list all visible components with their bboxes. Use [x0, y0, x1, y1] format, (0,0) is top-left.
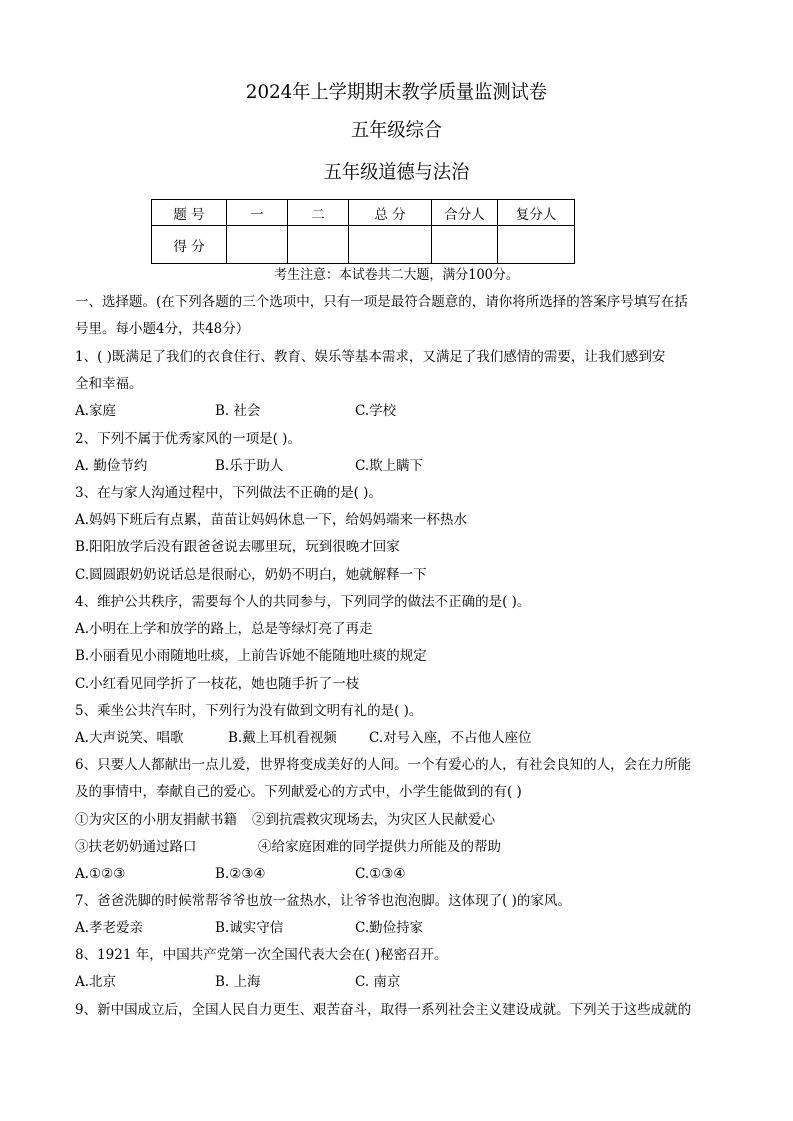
score-header-cell: 二	[288, 200, 349, 226]
item-3: ③扶老奶奶通过路口	[75, 839, 197, 855]
score-table-header-row	[152, 200, 575, 226]
question-1-text: 全和幸福。	[75, 376, 143, 392]
exam-title: 2024年上学期期末教学质量监测试卷	[245, 81, 548, 103]
option-a: A.家庭	[75, 403, 117, 419]
score-header-cell: 题 号	[152, 200, 227, 226]
exam-subtitle: 五年级综合	[350, 119, 443, 141]
item-2: ②到抗震救灾现场去，为灾区人民献爱心	[252, 812, 495, 828]
question-5-options	[75, 729, 715, 747]
score-cell[interactable]	[432, 226, 498, 264]
question-7-text: 7、爸爸洗脚的时候常帮爷爷也放一盆热水，让爷爷也泡泡脚。这体现了( )的家风。	[75, 893, 571, 909]
exam-notice: 考生注意：本试卷共二大题，满分100分。	[274, 267, 519, 283]
question-6-text: 及的事情中，奉献自己的爱心。下列献爱心的方式中，小学生能做到的有( )	[75, 784, 522, 800]
option-c: C.欺上瞒下	[355, 458, 424, 474]
question-8-options	[75, 973, 715, 991]
question-6-text: 6、只要人人都献出一点儿爱，世界将变成美好的人间。一个有爱心的人，有社会良知的人，会在力所能	[75, 757, 692, 773]
question-5-text: 5、乘坐公共汽车时，下列行为没有做到文明有礼的是( )。	[75, 703, 423, 719]
question-3-text: 3、在与家人沟通过程中，下列做法不正确的是( )。	[75, 485, 382, 501]
score-header-cell: 复分人	[498, 200, 575, 226]
option-a: A.大声说笑、唱歌	[75, 730, 184, 746]
score-cell[interactable]	[227, 226, 288, 264]
score-header-cell: 一	[227, 200, 288, 226]
option-a: A.①②③	[75, 866, 126, 882]
option-b: B.小丽看见小雨随地吐痰，上前告诉她不能随地吐痰的规定	[75, 648, 427, 664]
score-header-cell: 总 分	[349, 200, 432, 226]
option-b: B.诚实守信	[215, 920, 284, 936]
option-b: B.阳阳放学后没有跟爸爸说去哪里玩，玩到很晚才回家	[75, 539, 400, 555]
option-c: C.学校	[355, 403, 397, 419]
option-b: B.戴上耳机看视频	[228, 730, 337, 746]
question-6-items	[75, 811, 715, 829]
option-a: A.北京	[75, 974, 117, 990]
option-b: B.②③④	[215, 866, 266, 882]
score-cell[interactable]	[288, 226, 349, 264]
option-c: C. 南京	[355, 974, 401, 990]
question-1-text: 1、( )既满足了我们的衣食住行、教育、娱乐等基本需求，又满足了我们感情的需要，让我们感到安	[75, 349, 666, 365]
question-4-text: 4、维护公共秩序，需要每个人的共同参与，下列同学的做法不正确的是( )。	[75, 594, 531, 610]
item-1: ①为灾区的小朋友捐献书籍	[75, 812, 237, 828]
option-c: C.小红看见同学折了一枝花，她也随手折了一枝	[75, 676, 360, 692]
score-table-score-row	[152, 226, 575, 264]
score-cell[interactable]	[349, 226, 432, 264]
section-instruction: 号里。每小题4分，共48分）	[75, 321, 250, 337]
option-b: B.乐于助人	[215, 458, 284, 474]
option-c: C.对号入座，不占他人座位	[369, 730, 532, 746]
question-7-options	[75, 919, 715, 937]
score-row-label: 得 分	[152, 226, 227, 264]
question-2-text: 2、下列不属于优秀家风的一项是( )。	[75, 431, 301, 447]
section-instruction: 一、选择题。(在下列各题的三个选项中，只有一项是最符合题意的，请你将所选择的答案序号填写在括	[75, 294, 688, 310]
subject-title: 五年级道德与法治	[323, 161, 470, 183]
question-1-options	[75, 402, 715, 420]
question-6-options	[75, 865, 715, 883]
question-2-options	[75, 457, 715, 475]
option-a: A.孝老爱亲	[75, 920, 144, 936]
item-4: ④给家庭困难的同学提供力所能及的帮助	[258, 839, 501, 855]
score-cell[interactable]	[498, 226, 575, 264]
question-8-text: 8、1921 年，中国共产党第一次全国代表大会在( )秘密召开。	[75, 947, 448, 963]
option-c: C.勤俭持家	[355, 920, 424, 936]
question-9-text: 9、新中国成立后，全国人民自力更生、艰苦奋斗，取得一系列社会主义建设成就。下列关于这些成就的	[75, 1002, 692, 1018]
score-header-cell: 合分人	[432, 200, 498, 226]
option-a: A.小明在上学和放学的路上，总是等绿灯亮了再走	[75, 621, 373, 637]
question-6-items	[75, 838, 715, 856]
option-c: C.①③④	[355, 866, 406, 882]
option-a: A.妈妈下班后有点累，苗苗让妈妈休息一下，给妈妈端来一杯热水	[75, 512, 468, 528]
option-c: C.圆圆跟奶奶说话总是很耐心，奶奶不明白，她就解释一下	[75, 567, 427, 583]
score-table	[151, 199, 575, 264]
option-a: A. 勤俭节约	[75, 458, 148, 474]
option-b: B. 社会	[215, 403, 261, 419]
option-b: B. 上海	[215, 974, 261, 990]
